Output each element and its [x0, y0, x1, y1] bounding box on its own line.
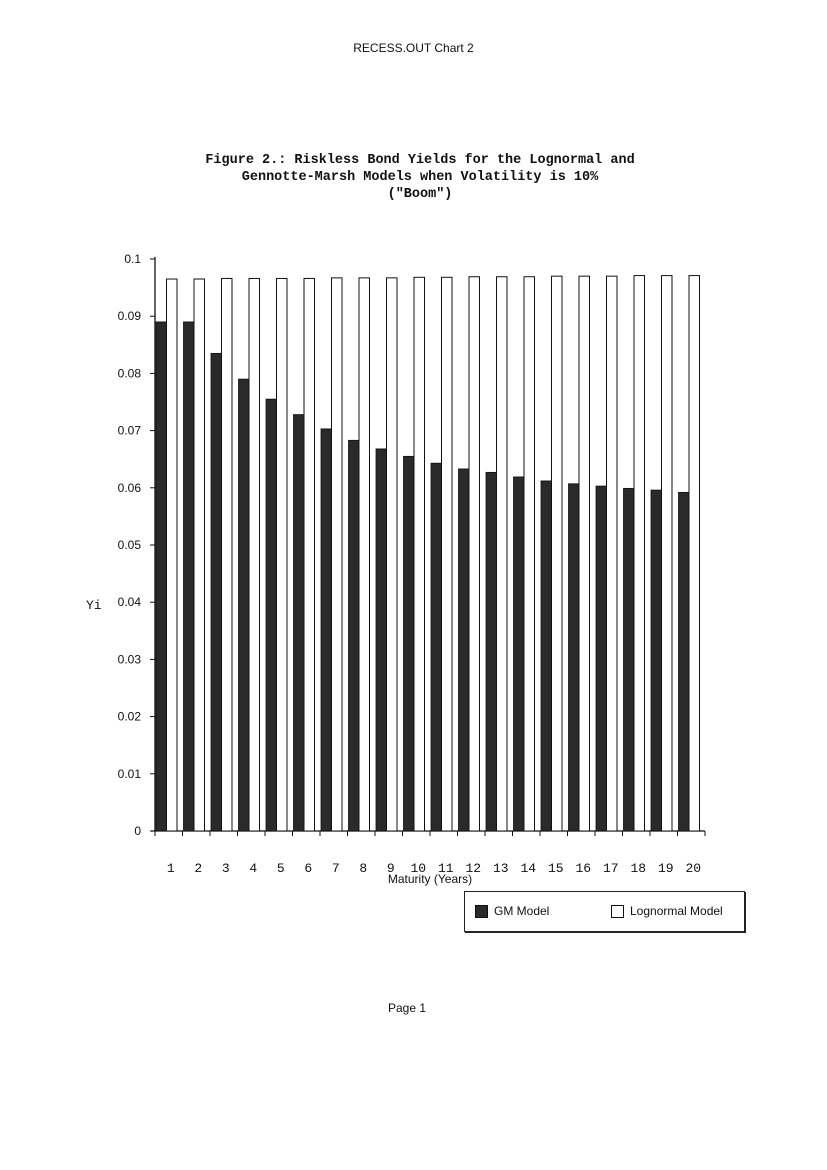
bar-gm-model: [156, 322, 167, 831]
legend-swatch-gm-model: [475, 905, 488, 918]
chart-legend: [464, 891, 745, 932]
x-tick-label: 3: [221, 861, 230, 876]
legend-item-lognormal-model: [611, 904, 723, 918]
page-header: RECESS.OUT Chart 2: [353, 41, 474, 55]
y-tick-label: 0.03: [117, 652, 141, 667]
bar-lognormal-model: [579, 276, 590, 831]
bar-gm-model: [239, 379, 250, 831]
bar-gm-model: [624, 488, 635, 831]
x-tick-label: 19: [657, 861, 674, 876]
y-tick-label: 0.1: [124, 252, 141, 266]
chart-title-line-3: ("Boom"): [387, 187, 453, 202]
x-tick-label: 1: [166, 861, 175, 876]
bar-lognormal-model: [497, 277, 508, 831]
bar-gm-model: [514, 477, 525, 831]
x-axis-label: Maturity (Years): [387, 872, 473, 886]
y-tick-label: 0.02: [117, 709, 141, 724]
y-axis-label: Yi: [86, 598, 102, 613]
x-tick-label: 11: [437, 861, 454, 876]
x-tick-label: 2: [194, 861, 203, 876]
x-tick-label: 5: [276, 861, 285, 876]
bar-gm-model: [321, 429, 332, 831]
x-tick-label: 7: [331, 861, 340, 876]
chart-title-line-1: Figure 2.: Riskless Bond Yields for the Lognormal and: [205, 153, 635, 168]
bar-gm-model: [459, 469, 470, 831]
bar-gm-model: [431, 463, 442, 831]
x-tick-label: 16: [575, 861, 592, 876]
y-tick-label: 0: [134, 824, 141, 838]
bar-gm-model: [294, 415, 305, 831]
chart-title-line-2: Gennotte-Marsh Models when Volatility is 10%: [241, 170, 599, 185]
x-tick-label: 6: [304, 861, 313, 876]
y-tick-label: 0.01: [117, 766, 141, 781]
bar-lognormal-model: [689, 276, 700, 831]
bar-lognormal-model: [442, 277, 453, 831]
x-tick-label: 8: [359, 861, 368, 876]
x-tick-label: 10: [410, 861, 427, 876]
bar-lognormal-model: [194, 279, 205, 831]
bar-lognormal-model: [634, 276, 645, 831]
bar-lognormal-model: [167, 279, 178, 831]
legend-item-gm-model: [475, 904, 549, 918]
bar-lognormal-model: [304, 278, 315, 831]
bar-lognormal-model: [277, 278, 288, 831]
x-tick-label: 17: [602, 861, 619, 876]
bar-gm-model: [596, 486, 607, 831]
bar-lognormal-model: [469, 277, 480, 831]
bar-gm-model: [184, 322, 195, 831]
legend-label-gm-model: GM Model: [494, 904, 550, 918]
legend-label-lognormal-model: Lognormal Model: [630, 904, 723, 918]
y-tick-label: 0.04: [117, 595, 141, 610]
bar-lognormal-model: [414, 277, 425, 831]
bar-gm-model: [266, 399, 277, 831]
bar-lognormal-model: [552, 276, 563, 831]
x-tick-label: 18: [630, 861, 647, 876]
bar-gm-model: [211, 353, 222, 831]
bar-lognormal-model: [332, 278, 343, 831]
x-tick-label: 4: [249, 861, 258, 876]
y-tick-label: 0.09: [117, 309, 141, 324]
bar-gm-model: [404, 456, 415, 831]
bar-lognormal-model: [662, 276, 673, 831]
bar-gm-model: [679, 492, 690, 831]
x-tick-label: 20: [685, 861, 702, 876]
bar-gm-model: [651, 490, 662, 831]
y-tick-label: 0.08: [117, 366, 141, 381]
y-tick-label: 0.06: [117, 480, 141, 495]
x-tick-label: 15: [547, 861, 564, 876]
x-tick-label: 12: [465, 861, 482, 876]
bar-lognormal-model: [524, 277, 535, 831]
bar-gm-model: [486, 472, 497, 831]
bar-gm-model: [541, 481, 552, 831]
y-tick-label: 0.07: [117, 423, 141, 438]
bar-lognormal-model: [387, 278, 398, 831]
y-tick-label: 0.05: [117, 538, 141, 552]
page-footer: Page 1: [387, 1001, 427, 1015]
x-tick-label: 13: [492, 861, 509, 876]
bar-gm-model: [376, 449, 387, 831]
bar-lognormal-model: [607, 276, 618, 831]
bar-lognormal-model: [359, 278, 370, 831]
bar-lognormal-model: [249, 278, 260, 831]
x-tick-label: 14: [520, 861, 537, 876]
bar-gm-model: [569, 484, 580, 831]
bar-lognormal-model: [222, 278, 233, 831]
legend-swatch-lognormal-model: [611, 905, 624, 918]
bar-gm-model: [349, 440, 360, 831]
x-tick-label: 9: [386, 861, 395, 876]
